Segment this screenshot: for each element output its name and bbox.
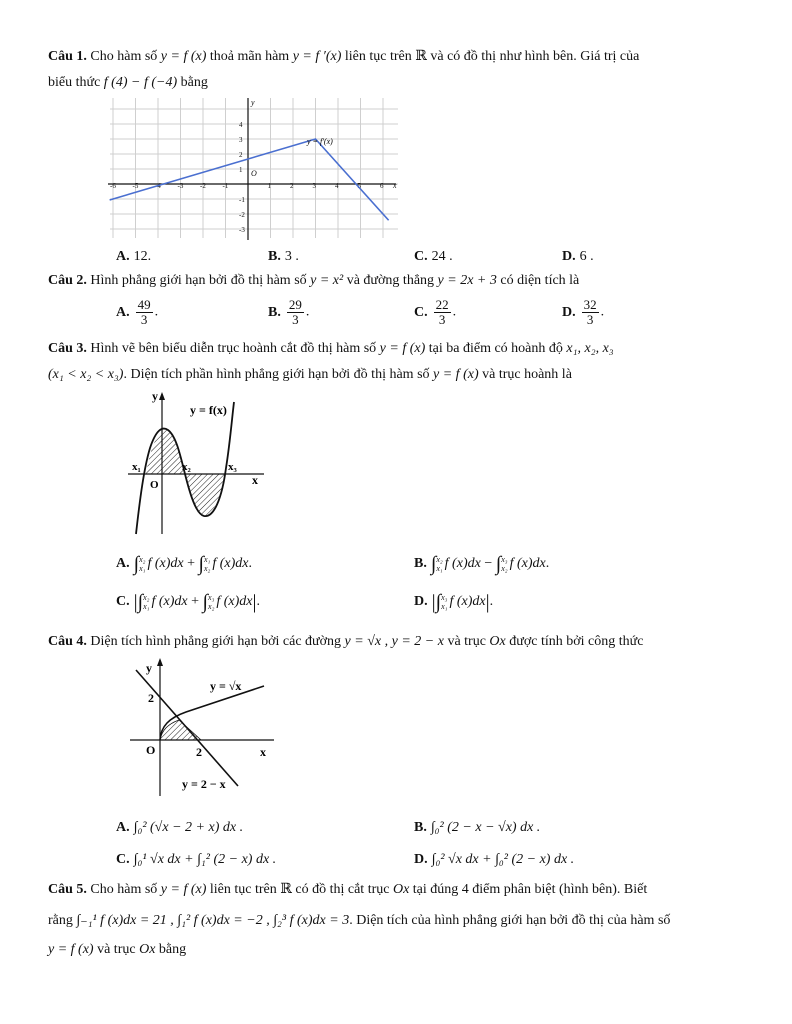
q5-f1: y = f (x) [160,882,207,897]
q1-graph [108,96,400,240]
q1-origin-label: O [251,169,257,178]
q4-option-b-key: B. [414,820,427,835]
lower-limit: x₂ [204,564,211,573]
q2-option-b[interactable]: B. $\frac{29}{3}$ . [268,297,310,327]
q1-option-a-key: A. [116,249,130,264]
q4-graph [124,656,278,798]
q3-a-limits-2 [204,555,210,573]
q2-text-b: và đường thẳng [346,273,435,288]
q2-option-a-den: 3 [140,312,148,327]
q1-series-line [110,139,389,220]
integral-sign: ∫ [198,553,204,575]
upper-limit: x₂ [143,593,150,602]
q1-text-d: biểu thức [48,75,101,90]
q2-option-d-num: 32 [583,297,597,312]
q3-a-limits-1 [139,555,145,573]
q3-option-d[interactable] [414,593,493,611]
q3-c-limits-2 [208,593,214,611]
q1-option-c-key: C. [414,249,428,264]
operator: + [191,594,200,610]
q2-option-c-num: 22 [435,297,449,312]
q1-x-axis-label: x [393,181,397,190]
q1-x-tick-label: 2 [290,182,294,190]
q3-f2: x₁, x₂, x₃ [566,341,614,356]
q5-text-a: Cho hàm số [90,882,158,897]
integrand: f (x)dx [449,594,486,610]
q4-option-b-expr: ∫₀² (2 − x − √x) dx . [430,820,541,835]
q5-text-b: liên tục trên ℝ có đồ thị cắt trục [209,882,390,897]
q3-graph [118,388,268,536]
q3-line1 [48,340,614,358]
q2-option-b-num: 29 [288,297,302,312]
integral-sign: ∫ [202,591,209,613]
q5-text-d: rằng [48,913,73,928]
q4-line-label: y = 2 − x [182,777,226,791]
q1-x-tick-label: -2 [200,182,206,190]
q4-option-b[interactable] [414,819,540,837]
lower-limit: x₁ [143,602,150,611]
q2-option-c-frac [434,298,451,327]
q2-option-c-den: 3 [438,312,446,327]
q3-text-c: . Diện tích phần hình phẳng giới hạn bởi đồ thị hàm số [123,367,430,382]
q1-x-tick-label: -3 [177,182,184,190]
q1-y-tick-label: 2 [239,151,243,159]
q3-curve-label: y = f(x) [190,403,227,417]
q3-y-arrow [159,392,165,400]
q2-option-a-num: 49 [137,297,151,312]
q3-c-limits-1 [143,593,149,611]
q4-text-b: và trục [447,634,486,649]
q3-option-a-key: A. [116,556,130,572]
q3-text-a: Hình vẽ bên biểu diễn trục hoành cắt đồ thị hàm số [90,341,377,356]
q1-label: Câu 1. [48,49,87,64]
q4-option-c-key: C. [116,852,130,867]
q1-y-tick-label: -2 [239,211,245,219]
q5-f2: Ox [392,882,410,897]
q5-text-e: . Diện tích của hình phẳng giới hạn bởi đồ thị của hàm số [349,913,671,928]
integrand: f (x)dx [509,556,546,572]
q1-option-b-key: B. [268,249,281,264]
q3-text-b: tại ba điểm có hoành độ [428,341,563,356]
q3-b-limits-2 [501,555,507,573]
q1-f2: y = f ′(x) [292,49,342,64]
integral-sign: ∫ [430,553,437,575]
q1-option-c-value: 24 . [431,249,453,264]
q1-x-tick-label: 3 [312,182,316,190]
q5-text-g: bằng [158,942,187,957]
q1-text-e: bằng [180,75,208,90]
q4-x-label: x [260,745,266,759]
q2-option-c[interactable]: C. $\frac{22}{3}$ . [414,297,457,327]
q3-f1: y = f (x) [379,341,426,356]
q4-y-arrow [157,658,163,666]
q3-f3: y = f (x) [433,367,479,382]
q1-text-a: Cho hàm số [90,49,158,64]
integrand: f (x)dx [147,556,184,572]
integral-sign: ∫ [435,591,442,613]
q4-two-x-label: 2 [196,745,202,759]
q2-option-b-frac [287,298,304,327]
abs-bar: | [485,591,490,613]
abs-bar: | [252,591,257,613]
integrand: f (x)dx [216,594,253,610]
q3-option-d-key: D. [414,594,428,610]
q1-option-d[interactable] [562,248,594,266]
q4-option-d[interactable] [414,851,574,869]
operator: + [187,556,196,572]
upper-limit: x₁ [204,555,211,564]
q4-text-c: được tính bởi công thức [509,634,644,649]
q1-y-axis-label: y [251,98,255,107]
q1-expr: f (4) − f (−4) [103,75,178,90]
abs-bar: | [431,591,436,613]
q3-y-label: y [152,389,158,403]
q2-option-b-key: B. [268,304,281,320]
q4-sqrt-label: y = √x [210,679,242,693]
q4-option-d-expr: ∫₀² √x dx + ∫₀² (2 − x) dx . [431,852,575,867]
q2-line1 [48,272,579,290]
q3-cond: (x₁ < x₂ < x₃) [48,367,124,382]
q5-text-f: và trục [97,942,136,957]
q3-x3-label: x₃ [228,461,237,473]
lower-limit: x₂ [208,602,215,611]
q3-origin-label: O [150,479,159,491]
q3-x2-label: x₂ [182,461,191,473]
q1-option-a-value: 12. [133,249,152,264]
q1-option-b[interactable] [268,248,299,266]
q1-x-tick-label: 5 [357,182,361,190]
q1-line2 [48,74,208,92]
q3-option-c-key: C. [116,594,130,610]
q4-option-c[interactable] [116,851,276,869]
q2-f1: y = x² [310,273,344,288]
q3-x1-label: x₁ [132,461,141,473]
q2-text-c: có diện tích là [500,273,580,288]
q2-option-b-den: 3 [292,312,299,327]
upper-limit: x₂ [436,555,443,564]
q1-graph-label: y = f′(x) [307,137,333,146]
q1-y-tick-label: -3 [239,226,245,234]
q2-option-d-key: D. [562,304,576,320]
end-dot: . [489,594,494,610]
q5-expr: ∫₋₁¹ f (x)dx = 21 , ∫₁² f (x)dx = −2 , ∫₂³ f (x)dx = 3 [76,913,350,928]
q2-option-c-key: C. [414,304,428,320]
q3-option-c[interactable] [116,593,260,611]
q1-f1: y = f (x) [160,49,207,64]
q3-option-a[interactable] [116,555,252,573]
q2-option-a-key: A. [116,304,130,320]
lower-limit: x₁ [441,602,448,611]
q1-option-c[interactable] [414,248,453,266]
q4-y-label: y [146,661,152,675]
operator: − [484,556,493,572]
q3-x-label: x [252,473,258,487]
q4-option-a-key: A. [116,820,130,835]
q3-b-limits-1 [436,555,442,573]
q3-line2 [48,366,572,384]
upper-limit: x₃ [501,555,508,564]
q5-f3: y = f (x) [48,942,94,957]
q1-option-d-key: D. [562,249,576,264]
q5-line3 [48,941,186,959]
upper-limit: x₃ [441,593,448,602]
lower-limit: x₁ [436,564,443,573]
q2-text-a: Hình phẳng giới hạn bởi đồ thị hàm số [90,273,307,288]
q1-x-tick-label: -4 [155,182,161,190]
q3-d-limits [441,593,447,611]
q1-option-d-value: 6 . [579,249,594,264]
q1-x-tick-label: -6 [110,182,116,190]
q1-x-tick-label: 6 [380,182,384,190]
q1-x-tick-label: 4 [335,182,339,190]
abs-bar: | [133,591,138,613]
q4-f1: y = √x , y = 2 − x [344,634,444,649]
q5-f4: Ox [139,942,156,957]
q4-option-d-key: D. [414,852,428,867]
upper-limit: x₂ [139,555,146,564]
q4-two-y-label: 2 [148,691,154,705]
q1-x-tick-label: -5 [132,182,139,190]
q2-option-d[interactable]: D. $\frac{32}{3}$ . [562,297,605,327]
q4-label: Câu 4. [48,634,87,649]
q4-option-a-expr: ∫₀² (√x − 2 + x) dx . [133,820,244,835]
q2-option-d-den: 3 [586,312,594,327]
q1-text-c: liên tục trên ℝ và có đồ thị như hình bên. Giá trị của [344,49,640,64]
q5-line2 [48,912,670,930]
q1-y-tick-label: 3 [239,136,243,144]
q2-option-a[interactable]: A. $\frac{49}{3}$ . [116,297,159,327]
q1-option-a[interactable] [116,248,151,266]
end-dot: . [545,556,550,572]
q1-x-tick-label: 1 [267,182,271,190]
q1-y-tick-label: 4 [239,121,243,129]
q1-line1 [48,48,639,66]
q1-y-tick-label: -1 [239,196,245,204]
q2-option-a-frac [136,298,153,327]
q5-line1 [48,881,647,899]
q5-text-c: tại đúng 4 điểm phân biệt (hình bên). Biết [412,882,648,897]
q2-f2: y = 2x + 3 [437,273,497,288]
q2-label: Câu 2. [48,273,87,288]
q4-option-c-expr: ∫₀¹ √x dx + ∫₁² (2 − x) dx . [133,852,277,867]
q1-x-tick-label: -1 [222,182,229,190]
q3-option-b[interactable] [414,555,549,573]
integrand: f (x)dx [444,556,481,572]
integrand: f (x)dx [151,594,188,610]
q3-label: Câu 3. [48,341,87,356]
upper-limit: x₃ [208,593,215,602]
integral-sign: ∫ [495,553,502,575]
integral-sign: ∫ [133,553,140,575]
integral-sign: ∫ [137,591,144,613]
end-dot: . [248,556,252,572]
q1-option-b-value: 3 . [284,249,299,264]
q1-grid [110,98,398,238]
end-dot: . [256,594,261,610]
q1-text-b: thoả mãn hàm [209,49,290,64]
q4-origin-label: O [146,743,156,757]
integrand: f (x)dx [212,556,249,572]
q3-option-b-key: B. [414,556,427,572]
q4-text-a: Diện tích hình phẳng giới hạn bởi các đường [90,634,342,649]
q4-f2: Ox [489,634,506,649]
q5-label: Câu 5. [48,882,87,897]
lower-limit: x₂ [501,564,508,573]
q4-option-a[interactable] [116,819,243,837]
q4-line1 [48,633,643,651]
lower-limit: x₁ [139,564,146,573]
q1-y-tick-label: 1 [239,166,243,174]
q3-text-d: và trục hoành là [482,367,572,382]
q2-option-d-frac [582,298,599,327]
